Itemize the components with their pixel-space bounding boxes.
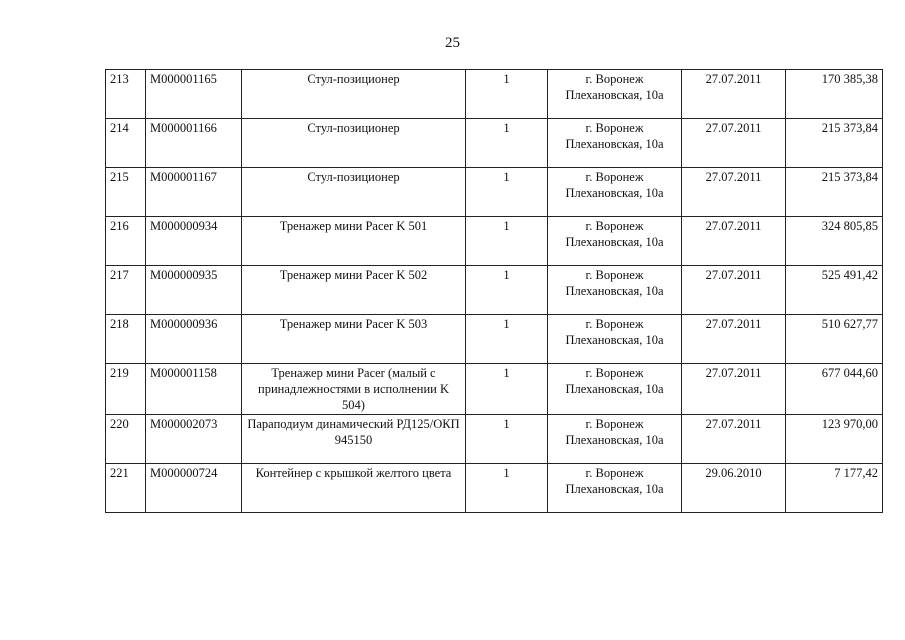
address-street: Плехановская, 10а (565, 88, 664, 102)
item-cost: 510 627,77 (786, 315, 883, 364)
address-street: Плехановская, 10а (565, 382, 664, 396)
inventory-code: М000001165 (146, 70, 242, 119)
address-street: Плехановская, 10а (565, 137, 664, 151)
address-city: г. Воронеж (585, 121, 644, 135)
item-quantity: 1 (466, 168, 548, 217)
item-cost: 525 491,42 (786, 266, 883, 315)
item-cost: 123 970,00 (786, 415, 883, 464)
address-street: Плехановская, 10а (565, 482, 664, 496)
address-city: г. Воронеж (585, 417, 644, 431)
table-row (106, 217, 883, 266)
item-address (548, 168, 682, 217)
row-number: 220 (106, 415, 146, 464)
item-name: Параподиум динамический РД125/ОКП 945150 (242, 415, 466, 464)
item-cost: 7 177,42 (786, 464, 883, 513)
address-street: Плехановская, 10а (565, 284, 664, 298)
item-name: Стул-позиционер (242, 168, 466, 217)
table-row (106, 464, 883, 513)
item-quantity: 1 (466, 415, 548, 464)
acquisition-date: 27.07.2011 (682, 364, 786, 415)
inventory-code: М000001167 (146, 168, 242, 217)
address-city: г. Воронеж (585, 466, 644, 480)
acquisition-date: 27.07.2011 (682, 315, 786, 364)
item-name: Контейнер с крышкой желтого цвета (242, 464, 466, 513)
acquisition-date: 27.07.2011 (682, 217, 786, 266)
inventory-code: М000001166 (146, 119, 242, 168)
acquisition-date: 27.07.2011 (682, 266, 786, 315)
address-city: г. Воронеж (585, 366, 644, 380)
item-cost: 324 805,85 (786, 217, 883, 266)
item-quantity: 1 (466, 70, 548, 119)
item-quantity: 1 (466, 315, 548, 364)
item-address (548, 119, 682, 168)
address-city: г. Воронеж (585, 268, 644, 282)
item-quantity: 1 (466, 217, 548, 266)
row-number: 215 (106, 168, 146, 217)
item-name: Тренажер мини Pacer K 503 (242, 315, 466, 364)
row-number: 218 (106, 315, 146, 364)
address-street: Плехановская, 10а (565, 235, 664, 249)
item-address (548, 415, 682, 464)
table-row (106, 364, 883, 415)
item-address (548, 315, 682, 364)
table-row (106, 315, 883, 364)
row-number: 214 (106, 119, 146, 168)
inventory-code: М000000936 (146, 315, 242, 364)
acquisition-date: 27.07.2011 (682, 415, 786, 464)
item-cost: 677 044,60 (786, 364, 883, 415)
address-city: г. Воронеж (585, 72, 644, 86)
item-quantity: 1 (466, 364, 548, 415)
inventory-code: М000002073 (146, 415, 242, 464)
address-street: Плехановская, 10а (565, 333, 664, 347)
inventory-code: М000000934 (146, 217, 242, 266)
row-number: 213 (106, 70, 146, 119)
item-quantity: 1 (466, 464, 548, 513)
table-row (106, 119, 883, 168)
item-address (548, 70, 682, 119)
inventory-code: М000000935 (146, 266, 242, 315)
item-name: Стул-позиционер (242, 70, 466, 119)
row-number: 221 (106, 464, 146, 513)
item-quantity: 1 (466, 119, 548, 168)
item-cost: 215 373,84 (786, 119, 883, 168)
item-name: Стул-позиционер (242, 119, 466, 168)
item-address (548, 464, 682, 513)
page-number: 25 (445, 35, 460, 51)
table-row (106, 415, 883, 464)
item-cost: 170 385,38 (786, 70, 883, 119)
row-number: 217 (106, 266, 146, 315)
item-quantity: 1 (466, 266, 548, 315)
address-city: г. Воронеж (585, 170, 644, 184)
item-address (548, 217, 682, 266)
inventory-code: М000000724 (146, 464, 242, 513)
item-name: Тренажер мини Pacer K 502 (242, 266, 466, 315)
item-address (548, 364, 682, 415)
item-name: Тренажер мини Pacer K 501 (242, 217, 466, 266)
address-city: г. Воронеж (585, 317, 644, 331)
table-row (106, 70, 883, 119)
inventory-table (105, 69, 883, 513)
item-name: Тренажер мини Pacer (малый с принадлежностями в исполнении K 504) (242, 364, 466, 415)
item-address (548, 266, 682, 315)
inventory-table-body (106, 70, 883, 513)
acquisition-date: 29.06.2010 (682, 464, 786, 513)
acquisition-date: 27.07.2011 (682, 70, 786, 119)
table-row (106, 266, 883, 315)
row-number: 219 (106, 364, 146, 415)
acquisition-date: 27.07.2011 (682, 119, 786, 168)
address-city: г. Воронеж (585, 219, 644, 233)
item-cost: 215 373,84 (786, 168, 883, 217)
address-street: Плехановская, 10а (565, 433, 664, 447)
address-street: Плехановская, 10а (565, 186, 664, 200)
row-number: 216 (106, 217, 146, 266)
table-row (106, 168, 883, 217)
inventory-code: М000001158 (146, 364, 242, 415)
acquisition-date: 27.07.2011 (682, 168, 786, 217)
